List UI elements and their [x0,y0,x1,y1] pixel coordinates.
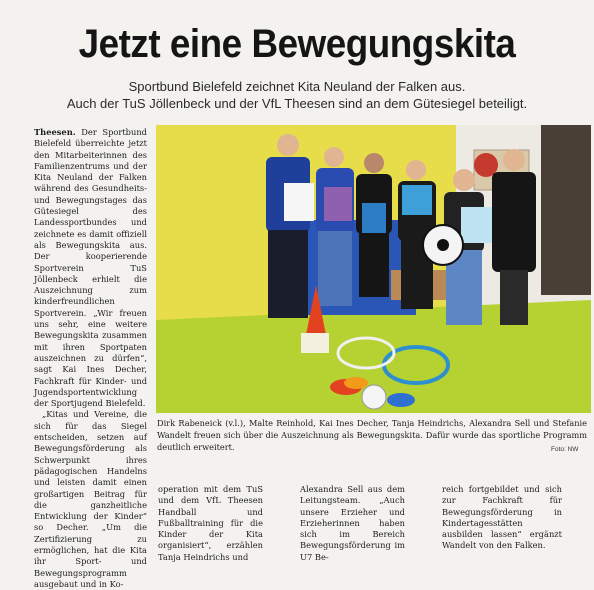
dateline: Theesen. [34,127,76,137]
bottom-column-1: operation mit dem TuS und dem VfL Theesen Handball und Fußballtraining für die Kinder der Kita organisiert“, erzählen Tanja Heindrichs und [158,484,263,562]
photo-box [301,333,329,353]
photo-caption: Dirk Rabeneick (v.l.), Malte Reinhold, Kai Ines Decher, Tanja Heindrichs, Alexandra Sell und Stefanie Wandelt freuen sich über die Auszeichnung als Bewegungskita. Dafür wurde das sportliche Programm deutlich erweitert. [157,418,587,452]
photo-ball-1 [362,385,386,409]
group-photo-illustration [156,125,591,413]
bottom-column-2: Alexandra Sell aus dem Leitungsteam. „Auch unsere Erzieher und Erzieherinnen haben sich im Bereich Bewegungsförderung im U7 Be- [300,484,405,562]
photo-credit: Foto: NW [551,446,579,453]
photo-person-2 [316,147,354,306]
article-subhead-line2: Auch der TuS Jöllenbeck und der VfL Theesen sind an dem Gütesiegel beteiligt. [66,96,528,111]
photo-person-3 [356,153,392,297]
left-column-paragraph-2: „Kitas und Vereine, die sich für das Siegel entscheiden, setzen auf Bewegungsförderung als Schwerpunkt ihres pädagogischen Handelns und leisten damit einen großartigen Beitrag für die ganzheitliche Entwicklung der Kinder“ so Decher. „Um die Zertifizierung zu ermöglichen, hat die Kita ihr Sport- und Bewegungsprogramm ausgebaut und in Ko- [34,409,147,589]
photo-person-1 [266,134,314,318]
article-photo [156,125,591,413]
bottom-column-3: reich fortgebildet und sich zur Fachkraft für Bewegungsförderung in Kindertagesstätten ausbilden lassen“ ergänzt Wandelt von den Falken. [442,484,562,551]
article-left-column [34,127,147,590]
photo-doorway [541,125,591,295]
left-column-paragraph-1 [34,127,147,409]
article-headline: Jetzt eine Bewegungskita [78,22,516,66]
photo-disc-blue [387,393,415,407]
photo-disc-orange [344,377,368,389]
left-column-text-1: Der Sportbund Bielefeld überreichte jetzt den Mitarbeiterinnen des Familienzentrums und der Kita Neuland der Falken während des Gesundheits- und Bewegungstages das Gütesiegel des Landessportbundes und zeichnete es damit offiziell als Bewegungskita aus. Der kooperierende Sportverein TuS Jöllenbeck erhielt die Auszeichnung zum kinderfreundlichen Sportverein. „Wir freuen uns sehr, eine weitere Bewegungskita zusammen mit ihren Sportpaten auszeichnen zu dürfen“, sagt Kai Ines Decher, Fachkraft für Kinder- und Jugendsportentwicklung der Sportjugend Bielefeld. [34,127,147,409]
article-subhead-line1: Sportbund Bielefeld zeichnet Kita Neuland der Falken aus. [128,79,466,94]
